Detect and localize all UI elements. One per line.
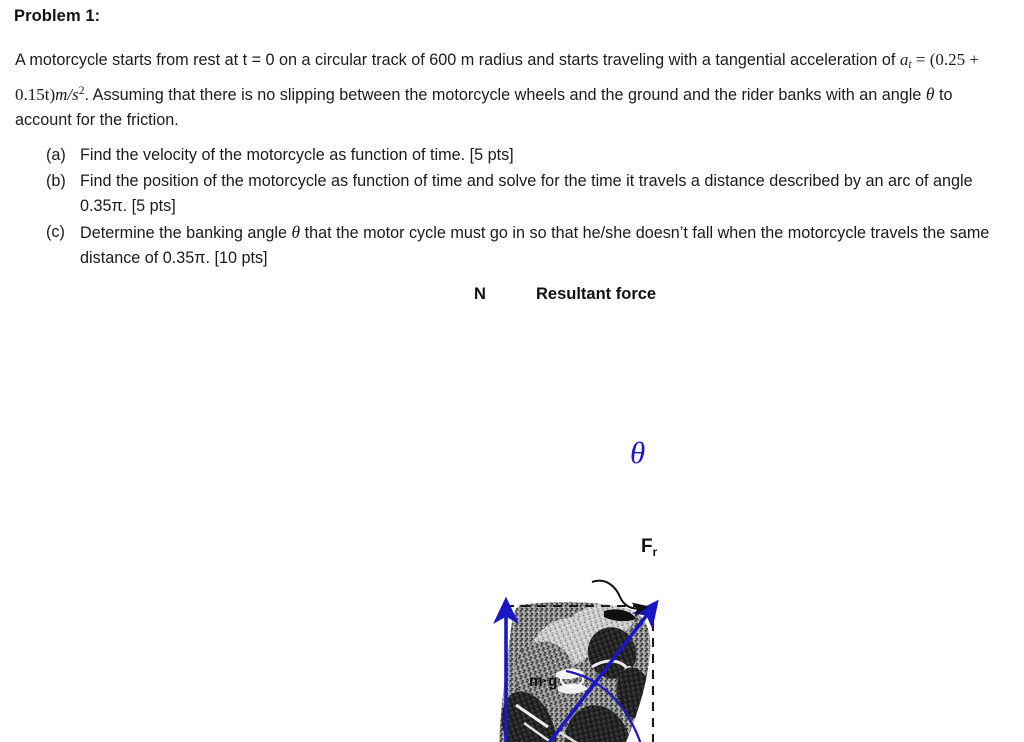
formula-variable: a (899, 50, 909, 69)
theta-symbol-part-c: θ (291, 221, 301, 242)
label-friction-force-base: F (641, 536, 653, 557)
formula-units: m/s (55, 84, 79, 104)
part-marker-a: (a) (46, 146, 66, 164)
label-normal-force: N (474, 285, 486, 303)
label-resultant-force: Resultant force (536, 285, 657, 303)
intro-text-2: . Assuming that there is no slipping between the motorcycle wheels and the ground and the rider banks with an angle (84, 85, 926, 104)
label-banking-angle: θ (630, 435, 646, 470)
free-body-diagram (0, 275, 1024, 742)
label-friction-force (641, 536, 657, 559)
part-text-b: Find the position of the motorcycle as function of time and solve for the time it travels a distance described by an arc of angle 0.35π. [5 pts] (80, 171, 973, 215)
part-text-a: Find the velocity of the motorcycle as function of time. [5 pts] (80, 146, 514, 164)
list-item-part-a (46, 143, 1006, 169)
diagram-canvas (0, 275, 1024, 742)
formula-expression: (0.25 + 0.15t) (15, 50, 979, 104)
label-friction-force-subscript: r (652, 545, 658, 559)
list-item-part-c (46, 220, 1006, 272)
formula-units-exponent: 2 (78, 83, 85, 97)
intro-text-1: A motorcycle starts from rest at t = 0 on a circular track of 600 m radius and starts traveling with a tangential acceleration of (15, 51, 900, 69)
formula-equals: = (911, 50, 930, 69)
part-text-c (80, 220, 1006, 272)
intro-text-3: to account for the friction. (15, 85, 953, 129)
page-title: Problem 1: (14, 7, 101, 25)
part-c-text-before: Determine the banking angle (80, 223, 292, 242)
label-weight: m·g (529, 673, 558, 690)
part-marker-b: (b) (46, 171, 66, 190)
problem-parts-list (46, 143, 1006, 272)
part-marker-c: (c) (46, 222, 65, 241)
motorcycle-illustration (492, 595, 657, 742)
problem-statement (15, 47, 1000, 134)
theta-symbol-inline: θ (925, 83, 935, 104)
formula-subscript: t (908, 58, 912, 72)
list-item-part-b (46, 169, 1006, 220)
part-c-text-after: that the motor cycle must go in so that he/she doesn’t fall when the motorcycle travels the same distance of 0.35π. [10 pts] (80, 223, 990, 267)
